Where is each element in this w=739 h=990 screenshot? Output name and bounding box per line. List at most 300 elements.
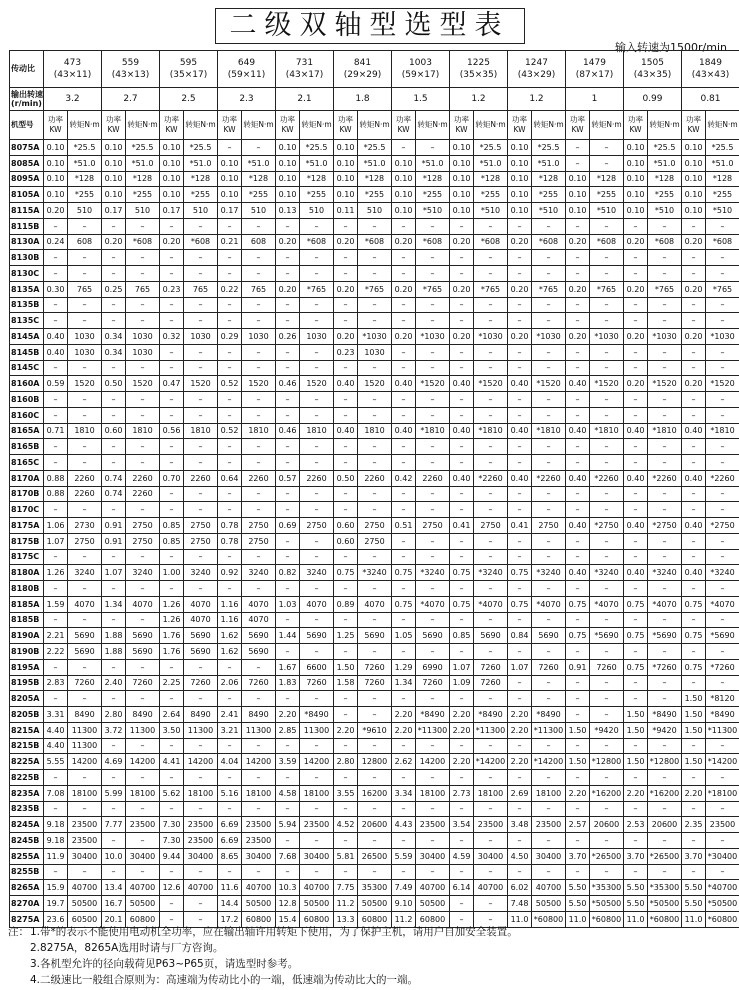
power-cell: 5.62	[160, 785, 184, 801]
torque-cell: –	[300, 360, 334, 376]
torque-cell: 40700	[68, 880, 102, 896]
torque-cell: *1520	[532, 376, 566, 392]
torque-cell: *1030	[706, 329, 739, 345]
power-cell: 3.54	[450, 817, 474, 833]
power-cell: 15.4	[276, 911, 300, 927]
power-cell: –	[102, 407, 126, 423]
torque-cell: *128	[126, 171, 160, 187]
torque-cell: –	[474, 266, 508, 282]
power-cell: –	[450, 502, 474, 518]
power-cell: –	[160, 266, 184, 282]
power-cell: 2.20	[508, 722, 532, 738]
power-cell: –	[624, 218, 648, 234]
model-cell: 8180B	[10, 581, 44, 597]
power-cell: 2.06	[218, 675, 242, 691]
power-unit: 功率KW	[160, 111, 184, 140]
torque-cell: *765	[590, 281, 624, 297]
ratio-header: 1003 (59×17)	[392, 51, 450, 88]
torque-cell: –	[184, 896, 218, 912]
torque-cell: *128	[184, 171, 218, 187]
torque-cell: *51.0	[126, 155, 160, 171]
torque-cell: –	[300, 533, 334, 549]
torque-cell: *4070	[474, 596, 508, 612]
torque-cell: –	[648, 297, 682, 313]
torque-cell: –	[358, 612, 392, 628]
torque-cell: *765	[358, 281, 392, 297]
power-cell: 5.50	[566, 880, 590, 896]
torque-cell: –	[68, 439, 102, 455]
power-cell: –	[508, 502, 532, 518]
torque-cell: *608	[126, 234, 160, 250]
torque-cell: *1810	[648, 423, 682, 439]
power-cell: –	[218, 549, 242, 565]
torque-cell: *1520	[474, 376, 508, 392]
power-cell: 0.40	[44, 329, 68, 345]
table-row	[10, 376, 739, 392]
unit-row	[10, 111, 739, 140]
torque-cell: 5690	[184, 644, 218, 660]
power-cell: 2.20	[450, 754, 474, 770]
torque-cell: –	[474, 833, 508, 849]
table-row	[10, 691, 739, 707]
power-cell: –	[334, 864, 358, 880]
torque-cell: –	[126, 581, 160, 597]
torque-cell: *2260	[590, 470, 624, 486]
power-cell: –	[276, 833, 300, 849]
power-cell: 5.55	[44, 754, 68, 770]
torque-cell: 7260	[416, 675, 450, 691]
torque-cell: –	[648, 439, 682, 455]
power-cell: –	[218, 313, 242, 329]
torque-cell: –	[416, 266, 450, 282]
power-cell: 2.20	[450, 722, 474, 738]
power-cell: –	[566, 297, 590, 313]
power-cell: –	[334, 707, 358, 723]
power-cell: 0.75	[566, 628, 590, 644]
power-cell: 0.20	[276, 281, 300, 297]
torque-cell: 60500	[68, 911, 102, 927]
power-cell: –	[160, 864, 184, 880]
torque-cell: 7260	[300, 675, 334, 691]
power-cell: 0.10	[682, 171, 706, 187]
power-unit: 功率KW	[682, 111, 706, 140]
power-cell: –	[334, 455, 358, 471]
torque-cell: 7260	[358, 675, 392, 691]
power-cell: –	[334, 644, 358, 660]
torque-cell: 11300	[126, 722, 160, 738]
torque-cell: –	[358, 770, 392, 786]
torque-unit: 转矩N·m	[590, 111, 624, 140]
power-cell: 2.20	[566, 785, 590, 801]
model-cell: 8170A	[10, 470, 44, 486]
model-cell: 8195A	[10, 659, 44, 675]
torque-cell: –	[242, 738, 276, 754]
torque-cell: –	[242, 250, 276, 266]
torque-cell: *8490	[416, 707, 450, 723]
power-cell: –	[682, 266, 706, 282]
power-cell: 0.25	[102, 281, 126, 297]
torque-cell: 2260	[126, 470, 160, 486]
power-cell: –	[682, 549, 706, 565]
notes-lead: 注：	[8, 926, 29, 938]
power-cell: 0.40	[624, 565, 648, 581]
torque-cell: –	[68, 549, 102, 565]
power-cell: –	[392, 360, 416, 376]
power-cell: 0.10	[44, 187, 68, 203]
power-cell: 19.7	[44, 896, 68, 912]
torque-cell: –	[474, 502, 508, 518]
torque-cell: –	[648, 344, 682, 360]
power-cell: 4.40	[44, 738, 68, 754]
torque-cell: –	[474, 770, 508, 786]
torque-cell: *128	[648, 171, 682, 187]
torque-cell: –	[532, 533, 566, 549]
power-cell: –	[44, 612, 68, 628]
torque-cell: 7260	[242, 675, 276, 691]
torque-cell: –	[706, 218, 739, 234]
power-cell: 1.09	[450, 675, 474, 691]
torque-cell: 40700	[416, 880, 450, 896]
power-cell: –	[44, 297, 68, 313]
power-unit: 功率KW	[566, 111, 590, 140]
torque-cell: *608	[590, 234, 624, 250]
torque-cell: –	[358, 407, 392, 423]
power-cell: –	[566, 864, 590, 880]
ratio-header: 1505 (43×35)	[624, 51, 682, 88]
torque-cell: –	[242, 502, 276, 518]
power-cell: 3.59	[276, 754, 300, 770]
power-cell: 1.50	[624, 722, 648, 738]
power-cell: 0.10	[334, 171, 358, 187]
power-cell: –	[160, 911, 184, 927]
power-cell: 1.50	[624, 754, 648, 770]
power-cell: 0.75	[682, 659, 706, 675]
torque-cell: –	[648, 612, 682, 628]
torque-cell: *51.0	[300, 155, 334, 171]
table-row	[10, 218, 739, 234]
table-row	[10, 392, 739, 408]
table-row	[10, 596, 739, 612]
torque-cell: –	[474, 581, 508, 597]
power-cell: –	[566, 833, 590, 849]
power-cell: 0.60	[334, 533, 358, 549]
torque-cell: –	[474, 612, 508, 628]
torque-cell: –	[706, 344, 739, 360]
torque-cell: –	[68, 297, 102, 313]
torque-cell: –	[648, 360, 682, 376]
torque-cell: 1030	[242, 329, 276, 345]
torque-cell: –	[416, 502, 450, 518]
torque-cell: 23500	[706, 817, 739, 833]
torque-cell: –	[126, 502, 160, 518]
power-cell: –	[392, 439, 416, 455]
power-cell: –	[450, 218, 474, 234]
torque-cell: –	[358, 218, 392, 234]
torque-cell: –	[242, 297, 276, 313]
power-cell: 0.10	[392, 171, 416, 187]
model-cell: 8130A	[10, 234, 44, 250]
torque-cell: –	[300, 801, 334, 817]
power-cell: 1.03	[276, 596, 300, 612]
torque-cell: *51.0	[184, 155, 218, 171]
power-cell: 0.20	[44, 203, 68, 219]
torque-cell: –	[126, 833, 160, 849]
speed-value: 2.5	[160, 88, 218, 111]
torque-cell: 2750	[242, 518, 276, 534]
power-cell: 2.20	[392, 707, 416, 723]
power-cell: 0.10	[682, 203, 706, 219]
power-cell: 0.10	[508, 140, 532, 156]
torque-cell: *1810	[590, 423, 624, 439]
torque-cell: –	[184, 770, 218, 786]
power-cell: 20.1	[102, 911, 126, 927]
table-row	[10, 455, 739, 471]
torque-cell: –	[416, 455, 450, 471]
torque-cell: *608	[184, 234, 218, 250]
power-cell: 7.68	[276, 848, 300, 864]
power-cell: –	[624, 612, 648, 628]
power-cell: –	[392, 455, 416, 471]
power-cell: 0.21	[218, 234, 242, 250]
power-cell: 0.75	[392, 565, 416, 581]
torque-cell: –	[242, 392, 276, 408]
power-cell: –	[566, 392, 590, 408]
torque-cell: –	[242, 218, 276, 234]
power-cell: –	[276, 455, 300, 471]
torque-cell: –	[358, 864, 392, 880]
power-cell: 5.59	[392, 848, 416, 864]
torque-cell: *1030	[590, 329, 624, 345]
torque-cell: *60800	[590, 911, 624, 927]
power-cell: –	[566, 801, 590, 817]
torque-cell: –	[358, 801, 392, 817]
torque-cell: 8490	[126, 707, 160, 723]
torque-cell: –	[706, 486, 739, 502]
table-row	[10, 234, 739, 250]
torque-cell: –	[706, 612, 739, 628]
torque-cell: –	[590, 502, 624, 518]
table-row	[10, 833, 739, 849]
speed-value: 2.1	[276, 88, 334, 111]
torque-unit: 转矩N·m	[184, 111, 218, 140]
torque-cell: 14200	[242, 754, 276, 770]
torque-cell: *255	[648, 187, 682, 203]
torque-cell: –	[590, 439, 624, 455]
torque-cell: *1520	[648, 376, 682, 392]
torque-cell: *128	[300, 171, 334, 187]
power-cell: –	[682, 644, 706, 660]
torque-cell: 1810	[358, 423, 392, 439]
power-cell: –	[450, 581, 474, 597]
torque-cell: *4070	[416, 596, 450, 612]
model-cell: 8085A	[10, 155, 44, 171]
power-cell: –	[102, 297, 126, 313]
power-cell: –	[218, 250, 242, 266]
power-cell: 11.0	[508, 911, 532, 927]
torque-cell: –	[358, 297, 392, 313]
torque-cell: –	[242, 659, 276, 675]
power-cell: –	[624, 250, 648, 266]
power-cell: –	[624, 801, 648, 817]
power-cell: –	[450, 864, 474, 880]
power-cell: 0.40	[450, 423, 474, 439]
power-cell: 0.40	[566, 470, 590, 486]
power-unit: 功率KW	[334, 111, 358, 140]
power-cell: 0.75	[682, 596, 706, 612]
power-cell: –	[44, 581, 68, 597]
power-cell: 0.40	[334, 376, 358, 392]
power-cell: 0.10	[276, 155, 300, 171]
torque-cell: 7260	[474, 659, 508, 675]
power-cell: 1.62	[218, 644, 242, 660]
torque-cell: 14200	[184, 754, 218, 770]
power-cell: 0.10	[160, 155, 184, 171]
torque-cell: 1810	[300, 423, 334, 439]
power-cell: –	[508, 218, 532, 234]
power-cell: –	[682, 533, 706, 549]
power-cell: 0.10	[624, 140, 648, 156]
model-cell: 8130C	[10, 266, 44, 282]
torque-cell: 20600	[648, 817, 682, 833]
power-cell: –	[450, 801, 474, 817]
torque-cell: 2750	[184, 533, 218, 549]
power-cell: –	[334, 770, 358, 786]
torque-cell: –	[68, 455, 102, 471]
torque-cell: –	[590, 691, 624, 707]
power-cell: 7.49	[392, 880, 416, 896]
torque-cell: –	[184, 313, 218, 329]
torque-cell: 60800	[126, 911, 160, 927]
torque-cell: –	[416, 738, 450, 754]
torque-cell: –	[706, 455, 739, 471]
torque-cell: –	[242, 770, 276, 786]
power-cell: –	[102, 612, 126, 628]
power-cell: 0.46	[276, 423, 300, 439]
power-cell: 2.85	[276, 722, 300, 738]
torque-cell: –	[532, 581, 566, 597]
torque-cell: *1810	[416, 423, 450, 439]
torque-cell: *5690	[706, 628, 739, 644]
power-cell: –	[450, 612, 474, 628]
power-cell: –	[508, 533, 532, 549]
torque-cell: 1520	[300, 376, 334, 392]
torque-cell: *4070	[648, 596, 682, 612]
model-cell: 8185B	[10, 612, 44, 628]
torque-cell: –	[532, 644, 566, 660]
power-cell: –	[218, 486, 242, 502]
power-cell: 3.50	[160, 722, 184, 738]
power-cell: 0.71	[44, 423, 68, 439]
model-cell: 8075A	[10, 140, 44, 156]
torque-cell: –	[532, 250, 566, 266]
torque-cell: –	[358, 707, 392, 723]
power-cell: –	[218, 297, 242, 313]
power-cell: 4.69	[102, 754, 126, 770]
power-cell: 0.10	[44, 171, 68, 187]
power-cell: 12.6	[160, 880, 184, 896]
table-row	[10, 250, 739, 266]
torque-cell: –	[300, 612, 334, 628]
power-cell: 0.57	[276, 470, 300, 486]
torque-cell: *765	[300, 281, 334, 297]
power-cell: 0.10	[276, 171, 300, 187]
power-cell: –	[508, 770, 532, 786]
power-cell: –	[102, 691, 126, 707]
torque-cell: –	[416, 549, 450, 565]
power-cell: 2.53	[624, 817, 648, 833]
torque-cell: –	[590, 486, 624, 502]
torque-cell: *5690	[648, 628, 682, 644]
power-cell: –	[624, 486, 648, 502]
ratio-header: 595 (35×17)	[160, 51, 218, 88]
model-cell: 8130B	[10, 250, 44, 266]
model-cell: 8175A	[10, 518, 44, 534]
power-cell: –	[450, 691, 474, 707]
model-cell: 8160B	[10, 392, 44, 408]
torque-cell: –	[300, 297, 334, 313]
torque-cell: –	[590, 297, 624, 313]
torque-cell: 50500	[68, 896, 102, 912]
note-item: 4.二级速比一般组合原则为：高速端为传动比小的一端，低速端为传动比大的一端。	[30, 974, 419, 986]
power-cell: –	[508, 250, 532, 266]
torque-cell: –	[416, 360, 450, 376]
table-row	[10, 612, 739, 628]
power-cell: 0.10	[624, 187, 648, 203]
power-cell: 0.20	[392, 234, 416, 250]
torque-cell: *128	[416, 171, 450, 187]
torque-cell: –	[416, 344, 450, 360]
torque-cell: –	[474, 549, 508, 565]
power-cell: –	[450, 896, 474, 912]
torque-cell: –	[648, 801, 682, 817]
power-cell: –	[102, 250, 126, 266]
table-row	[10, 722, 739, 738]
torque-cell: –	[474, 864, 508, 880]
ratio-header: 1849 (43×43)	[682, 51, 739, 88]
power-cell: –	[334, 360, 358, 376]
power-cell: 0.20	[276, 234, 300, 250]
power-cell: –	[276, 612, 300, 628]
power-cell: 1.26	[44, 565, 68, 581]
table-row	[10, 628, 739, 644]
power-cell: –	[508, 644, 532, 660]
torque-cell: 4070	[68, 596, 102, 612]
torque-cell: –	[474, 801, 508, 817]
torque-cell: –	[184, 218, 218, 234]
power-cell: 0.10	[682, 140, 706, 156]
table-row	[10, 848, 739, 864]
torque-cell: –	[358, 691, 392, 707]
torque-cell: 23500	[68, 817, 102, 833]
torque-cell: 608	[242, 234, 276, 250]
power-cell: 0.52	[218, 423, 242, 439]
torque-cell: –	[474, 360, 508, 376]
torque-cell: 1030	[358, 344, 392, 360]
model-cell: 8185A	[10, 596, 44, 612]
power-cell: –	[392, 250, 416, 266]
power-cell: –	[218, 455, 242, 471]
torque-cell: 1030	[126, 329, 160, 345]
torque-cell: –	[300, 266, 334, 282]
torque-cell: 11300	[184, 722, 218, 738]
power-cell: 1.05	[392, 628, 416, 644]
power-cell: –	[218, 801, 242, 817]
notes-section	[8, 924, 733, 988]
power-cell: –	[450, 407, 474, 423]
torque-cell: *2750	[648, 518, 682, 534]
power-cell: –	[566, 439, 590, 455]
torque-cell: *128	[474, 171, 508, 187]
